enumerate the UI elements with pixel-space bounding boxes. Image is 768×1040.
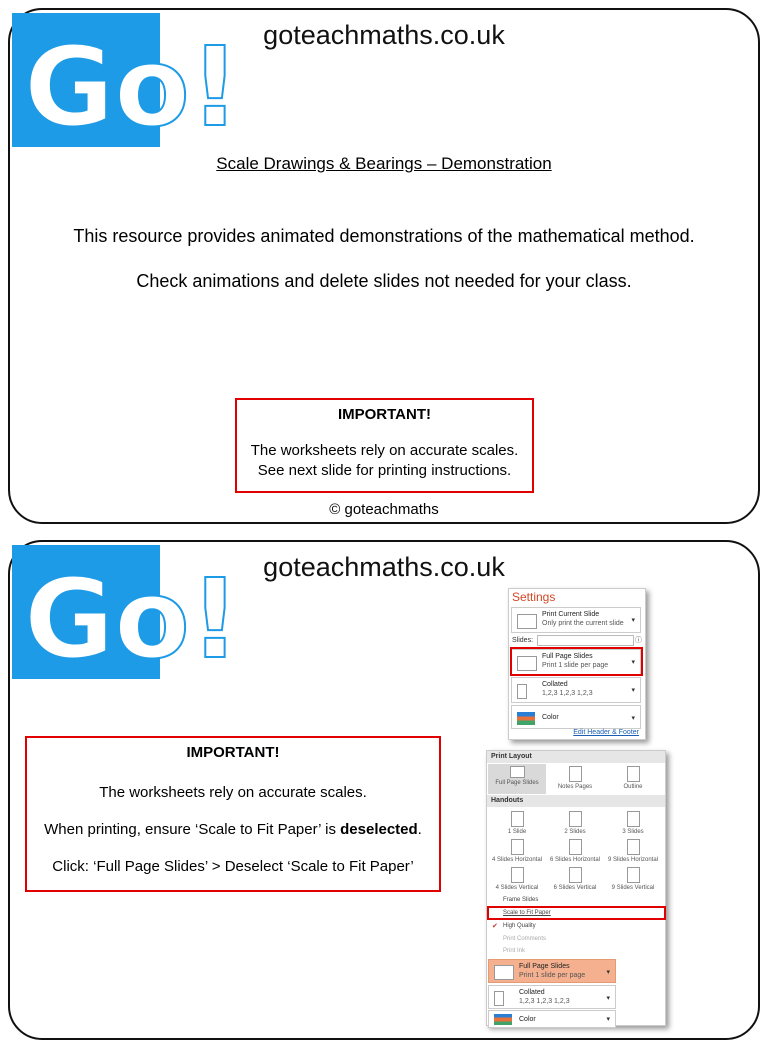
- slide-icon: [510, 766, 525, 778]
- chevron-down-icon: ▾: [631, 659, 635, 666]
- chevron-down-icon: ▾: [631, 687, 635, 694]
- highlight-frame: [510, 647, 643, 676]
- color-option[interactable]: Color ▾: [488, 1010, 616, 1028]
- important-heading: IMPORTANT!: [337, 406, 432, 423]
- slide-icon: [517, 614, 537, 629]
- handout-6-vertical[interactable]: 6 Slides Vertical: [546, 867, 604, 891]
- important-box: [25, 736, 441, 892]
- go-logo: [12, 545, 241, 683]
- important-line-1: The worksheets rely on accurate scales.: [250, 442, 519, 459]
- layout-full-page[interactable]: Full Page Slides: [488, 766, 546, 786]
- settings-heading: Settings: [512, 590, 556, 604]
- handout-icon: [627, 867, 640, 883]
- high-quality-item[interactable]: High Quality: [503, 923, 536, 929]
- handout-icon: [569, 839, 582, 855]
- logo-text: Go!: [24, 555, 241, 683]
- handout-icon: [511, 839, 524, 855]
- collated-option[interactable]: Collated 1,2,3 1,2,3 1,2,3 ▾: [488, 985, 616, 1009]
- color-option[interactable]: Color ▾: [511, 705, 641, 729]
- handout-9-vertical[interactable]: 9 Slides Vertical: [604, 867, 662, 891]
- layout-notes-pages[interactable]: Notes Pages: [546, 766, 604, 790]
- handout-icon: [627, 839, 640, 855]
- intro-line-1: This resource provides animated demonstrations of the mathematical method.: [73, 226, 695, 246]
- site-title: goteachmaths.co.uk: [263, 552, 505, 582]
- important-line-2: See next slide for printing instructions.: [257, 462, 512, 479]
- edit-header-footer-link[interactable]: Edit Header & Footer: [573, 729, 639, 736]
- scale-to-fit-item[interactable]: Scale to Fit Paper: [503, 910, 551, 916]
- important-box: [235, 398, 534, 493]
- info-icon: ⓘ: [635, 637, 642, 644]
- layout-outline[interactable]: Outline: [604, 766, 662, 790]
- handout-1-slide[interactable]: 1 Slide: [488, 811, 546, 835]
- important-line-1: The worksheets rely on accurate scales.: [99, 784, 367, 801]
- slide-icon: [494, 965, 514, 980]
- slides-input[interactable]: [537, 635, 634, 646]
- site-title: goteachmaths.co.uk: [263, 20, 505, 50]
- collated-icon: [494, 991, 504, 1006]
- handout-icon: [569, 811, 582, 827]
- frame-slides-item[interactable]: Frame Slides: [503, 897, 539, 903]
- outline-icon: [627, 766, 640, 782]
- handout-9-horizontal[interactable]: 9 Slides Horizontal: [604, 839, 662, 863]
- collated-option[interactable]: Collated 1,2,3 1,2,3 1,2,3 ▾: [511, 677, 641, 703]
- chevron-down-icon: ▾: [606, 995, 610, 1002]
- chevron-down-icon: ▾: [606, 969, 610, 976]
- color-icon: [517, 712, 535, 725]
- handout-6-horizontal[interactable]: 6 Slides Horizontal: [546, 839, 604, 863]
- print-ink-item[interactable]: Print Ink: [503, 948, 526, 954]
- handout-icon: [511, 867, 524, 883]
- print-settings-panel: [508, 588, 646, 740]
- notes-icon: [569, 766, 582, 782]
- handout-4-vertical[interactable]: 4 Slides Vertical: [488, 867, 546, 891]
- check-icon: ✔: [492, 923, 498, 930]
- copyright: © goteachmaths: [329, 501, 439, 518]
- chevron-down-icon: ▾: [606, 1016, 610, 1023]
- intro-line-2: Check animations and delete slides not needed for your class.: [136, 271, 632, 291]
- chevron-down-icon: ▾: [631, 617, 635, 624]
- go-logo: [12, 13, 241, 151]
- handouts-heading: Handouts: [487, 795, 665, 807]
- important-line-2: When printing, ensure ‘Scale to Fit Paper’ is deselected.: [44, 821, 422, 838]
- chevron-down-icon: ▾: [631, 715, 635, 722]
- print-comments-item[interactable]: Print Comments: [503, 936, 547, 942]
- full-page-slides-option[interactable]: Full Page Slides Print 1 slide per page ▾: [488, 959, 616, 983]
- collated-icon: [517, 684, 527, 699]
- print-layout-heading: Print Layout: [487, 751, 665, 763]
- color-icon: [494, 1014, 512, 1025]
- slide-subtitle: Scale Drawings & Bearings – Demonstration: [216, 154, 552, 173]
- handout-4-horizontal[interactable]: 4 Slides Horizontal: [488, 839, 546, 863]
- print-current-slide-option[interactable]: Print Current Slide Only print the current slide ▾: [511, 607, 641, 633]
- print-layout-panel: [486, 750, 666, 1026]
- slides-label: Slides:: [512, 637, 534, 644]
- full-page-slides-option[interactable]: Full Page Slides Print 1 slide per page ▾: [511, 649, 641, 675]
- highlight-frame: [487, 906, 666, 920]
- handout-2-slides[interactable]: 2 Slides: [546, 811, 604, 835]
- important-line-3: Click: ‘Full Page Slides’ > Deselect ‘Scale to Fit Paper’: [52, 858, 414, 875]
- handout-icon: [569, 867, 582, 883]
- handout-3-slides[interactable]: 3 Slides: [604, 811, 662, 835]
- handout-icon: [627, 811, 640, 827]
- logo-text: Go!: [24, 23, 241, 151]
- handout-icon: [511, 811, 524, 827]
- important-heading: IMPORTANT!: [186, 744, 280, 761]
